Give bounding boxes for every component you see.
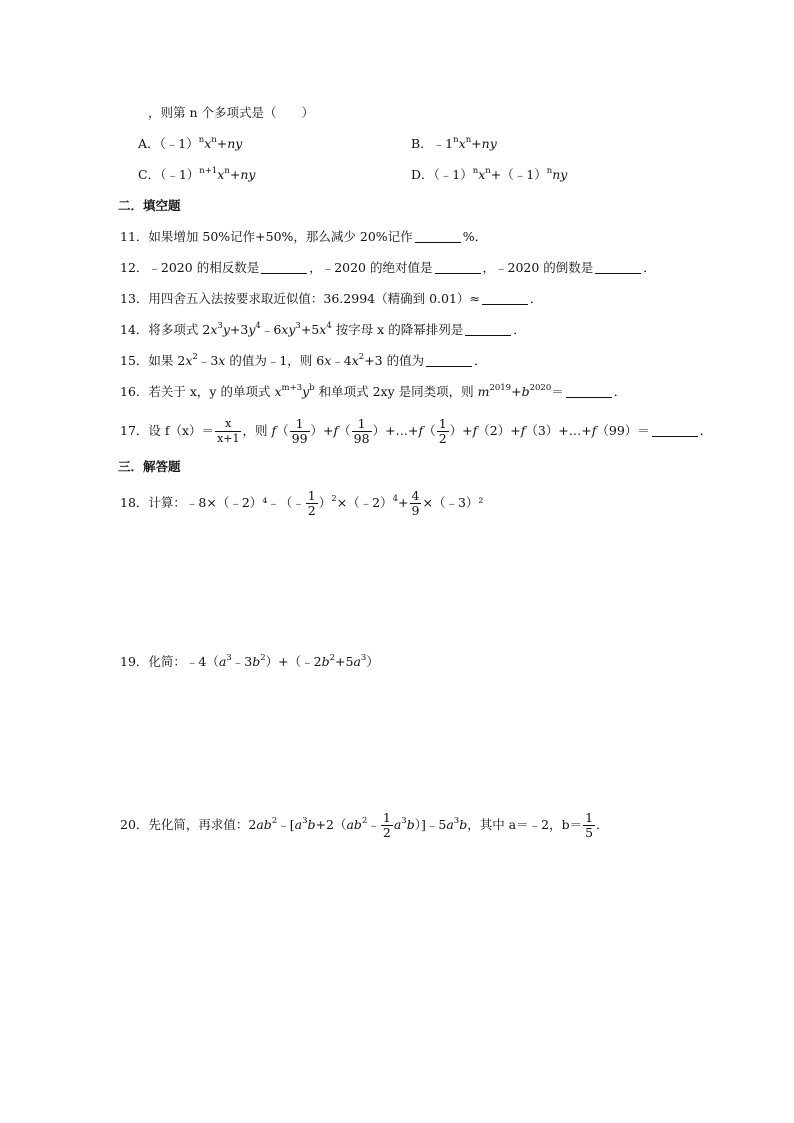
answer-blank[interactable] [566,385,612,398]
answer-blank[interactable] [465,323,511,336]
question-16: 16．若关于 x，y 的单项式 $x^{m+3}y^b$ 和单项式 2xy 是同类项，则 $m^{2019}+b^{2020}=$ ． [120,383,627,399]
question-17: 17．设 f（x）＝ $\frac{x}{x+1}$ ，则 f（ $\frac{1}{99}$ ）+f（ $\frac{1}{98}$ ）+…+f（ $\frac{1}{2}$ ）+f（2）+f（3）+…+f（99）＝ ． [120,416,713,446]
answer-blank[interactable] [652,424,698,437]
section-answer-title: 三．解答题 [118,459,181,474]
question-18: 18．计算：﹣8×（﹣2）⁴﹣（﹣ $\frac{1}{2}$ ）$^2$×（﹣2）$^4$+ $\frac{4}{9}$ ×（﹣3）² [120,488,484,518]
answer-blank[interactable] [261,261,307,274]
answer-blank[interactable] [415,230,461,243]
q10-option-a: A．$(﹣1)^nx^n+ny$ [138,135,243,151]
question-15: 15．如果 $2x^2﹣3x$ 的值为﹣1，则 $6x﹣4x^2+3$ 的值为 ． [120,352,487,368]
section-fill-in-title: 二．填空题 [118,198,181,213]
question-20: 20．先化简，再求值：$2ab^2﹣[a^3b+2(ab^2﹣$ $\frac{1}{2}$ $a^3b)]﹣5a^3b$，其中 a＝﹣2，b＝ $\frac{1}{5}$ ． [120,810,609,840]
answer-blank[interactable] [482,292,528,305]
question-11: 11．如果增加 50%记作+50%，那么减少 20%记作 %． [120,229,488,244]
q10-option-d: D．$(﹣1)^nx^n+(﹣1)^nny$ [411,166,568,182]
question-14: 14．将多项式 $2x^3y+3y^4﹣6xy^3+5x^4$ 按字母 x 的降幂排列是 ． [120,321,526,337]
question-13: 13．用四舍五入法按要求取近似值：36.2994（精确到 0.01）≈ ． [120,291,543,306]
answer-blank[interactable] [426,354,472,367]
answer-blank[interactable] [435,261,481,274]
fraction-x-over-x-plus-1: $\frac{x}{x+1}$ [217,417,240,445]
question-19: 19．化简：$﹣4(a^3﹣3b^2)+(﹣2b^2+5a^3)$ [120,653,379,669]
q10-stem: ，则第 n 个多项式是（ ） [148,105,314,120]
answer-blank[interactable] [595,261,641,274]
q10-option-b: B．$﹣1^nx^n+ny$ [411,135,497,151]
question-12: 12．﹣2020 的相反数是 ，﹣2020 的绝对值是 ，﹣2020 的倒数是 ． [120,260,656,275]
q10-option-c: C．$(﹣1)^{n+1}x^n+ny$ [138,166,256,182]
